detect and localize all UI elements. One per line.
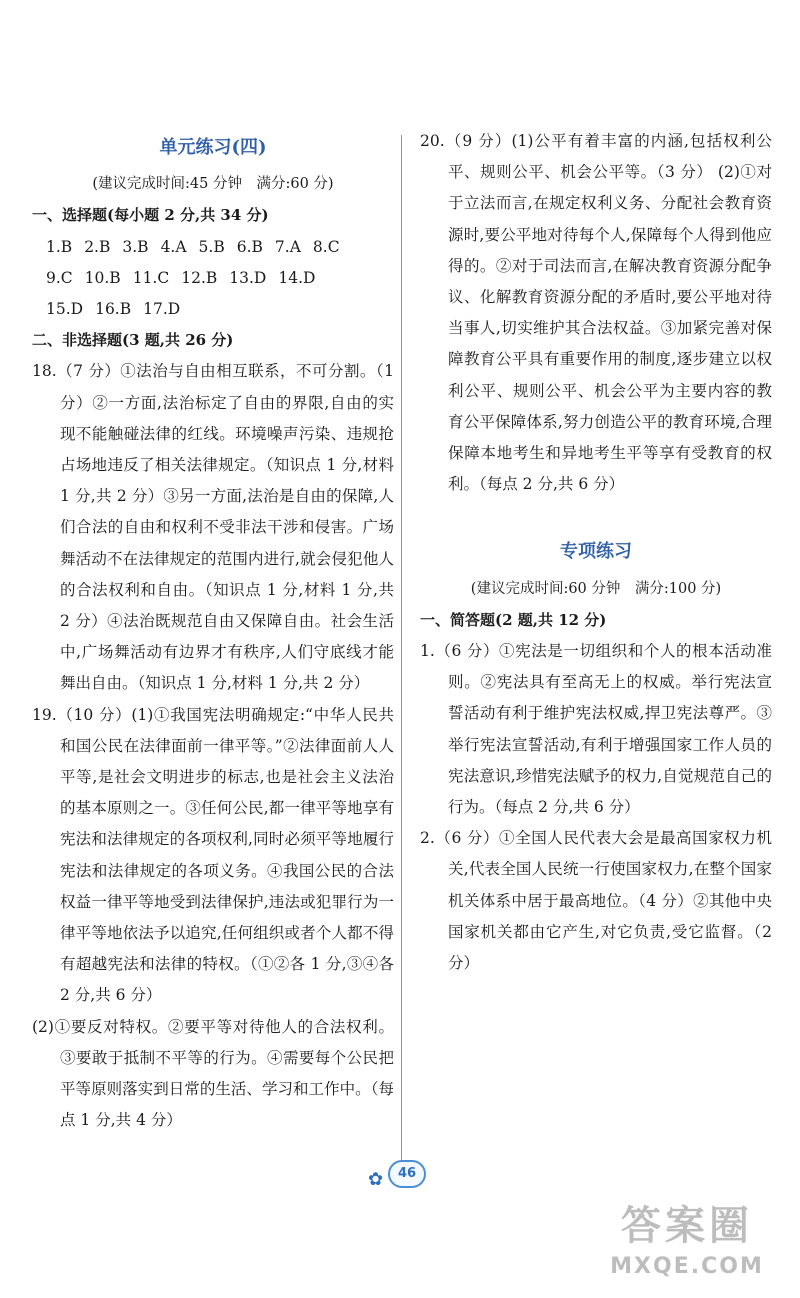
- left-column: [32, 128, 394, 1137]
- watermark: [582, 1200, 792, 1290]
- mc-answer-row: [32, 232, 394, 263]
- right-column: [420, 126, 772, 979]
- unit-subtitle: (建议完成时间:45 分钟 满分:60 分): [92, 176, 334, 193]
- special-answer-q1: 1.（6 分）①宪法是一切组织和个人的根本活动准则。②宪法具有至高无上的权威。举行宪法宣誓活动有利于维护宪法权威,捍卫宪法尊严。③举行宪法宣誓活动,有利于增强国家工作人员的宪法意识,珍惜宪法赋予的权力,自觉规范自己的行为。（每点 2 分,共 6 分）: [420, 642, 772, 817]
- watermark-url: MXQE.COM: [610, 1254, 764, 1279]
- mc-answer: 15.D: [46, 300, 84, 319]
- special-title: 专项练习: [560, 541, 632, 563]
- mc-answer: 7.A: [274, 237, 301, 256]
- unit-section-1-heading: 一、选择题(每小题 2 分,共 34 分): [32, 206, 269, 225]
- special-answer-q2: 2.（6 分）①全国人民代表大会是最高国家权力机关,代表全国人民统一行使国家权力,在整个国家机关体系中居于最高地位。（4 分）②其他中央国家机关都由它产生,对它负责,受它监督。（2 分）: [420, 829, 772, 973]
- unit-section-2-heading: 二、非选择题(3 题,共 26 分): [32, 331, 234, 350]
- mc-answer-row: [32, 263, 394, 294]
- watermark-logo-text: 答案圈: [621, 1203, 753, 1249]
- mc-answer: 2.B: [84, 237, 111, 256]
- special-subtitle: (建议完成时间:60 分钟 满分:100 分): [470, 580, 722, 597]
- flower-icon: ✿: [368, 1169, 384, 1190]
- page-number: 46: [388, 1160, 426, 1188]
- answer-q19-part2: (2)①要反对特权。②要平等对待他人的合法权利。③要敢于抵制不平等的行为。④需要每个公民把平等原则落实到日常的生活、学习和工作中。（每点 1 分,共 4 分）: [32, 1017, 394, 1130]
- mc-answer: 1.B: [46, 237, 73, 256]
- mc-answer: 11.C: [132, 268, 170, 287]
- answer-q20: 20.（9 分）(1)公平有着丰富的内涵,包括权利公平、规则公平、机会公平等。（3 分） (2)①对于立法而言,在规定权利义务、分配社会教育资源时,要公平地对待每个人,保障每个人得到他应得的。②对于司法而言,在解决教育资源分配争议、化解教育资源分配的矛盾时,要公平地对待当事人,切实维护其合法权益。③加紧完善对保障教育公平具有重要作用的制度,逐步建立以权利公平、规则公平、机会公平为主要内容的教育公平保障体系,努力创造公平的教育环境,合理保障本地考生和异地考生平等享有受教育的权利。（每点 2 分,共 6 分）: [420, 132, 772, 494]
- page-number-badge: [366, 1160, 436, 1188]
- mc-answer: 14.D: [278, 268, 316, 287]
- special-section-1-heading: 一、简答题(2 题,共 12 分): [420, 610, 607, 629]
- mc-answer: 4.A: [160, 237, 187, 256]
- mc-answer: 5.B: [198, 237, 225, 256]
- mc-answer-row: [32, 294, 394, 325]
- mc-answer: 13.D: [229, 268, 267, 287]
- column-divider: [401, 135, 402, 1167]
- mc-answer: 10.B: [84, 268, 121, 287]
- section-spacer: [420, 500, 772, 532]
- answer-q18: 18.（7 分）①法治与自由相互联系，不可分割。（1 分）②一方面,法治标定了自由的界限,自由的实现不能触碰法律的红线。环境噪声污染、违规抢占场地违反了相关法律规定。（知识点 1 分,材料 1 分,共 2 分）③另一方面,法治是自由的保障,人们合法的自由和权利不受非法干涉和侵害。广场舞活动不在法律规定的范围内进行,就会侵犯他人的合法权利和自由。（知识点 1 分,材料 1 分,共 2 分）④法治既规范自由又保障自由。社会生活中,广场舞活动有边界才有秩序,人们守底线才能舞出自由。（知识点 1 分,材料 1 分,共 2 分）: [32, 362, 394, 693]
- answer-q19-part1: 19.（10 分）(1)①我国宪法明确规定:“中华人民共和国公民在法律面前一律平等。”②法律面前人人平等,是社会文明进步的标志,也是社会主义法治的基本原则之一。③任何公民,都一律平等地享有宪法和法律规定的各项权利,同时必须平等地履行宪法和法律规定的各项义务。④我国公民的合法权益一律平等地受到法律保护,违法或犯罪行为一律平等地依法予以追究,任何组织或者个人都不得有超越宪法和法律的特权。（①②各 1 分,③④各 2 分,共 6 分）: [32, 705, 394, 1005]
- mc-answer: 3.B: [122, 237, 149, 256]
- unit-title: 单元练习(四): [159, 137, 267, 158]
- mc-answer: 17.D: [143, 300, 181, 319]
- mc-answer: 8.C: [312, 237, 340, 256]
- mc-answer: 16.B: [95, 300, 132, 319]
- mc-answer: 6.B: [236, 237, 263, 256]
- mc-answer: 9.C: [46, 268, 73, 287]
- mc-answer: 12.B: [181, 268, 218, 287]
